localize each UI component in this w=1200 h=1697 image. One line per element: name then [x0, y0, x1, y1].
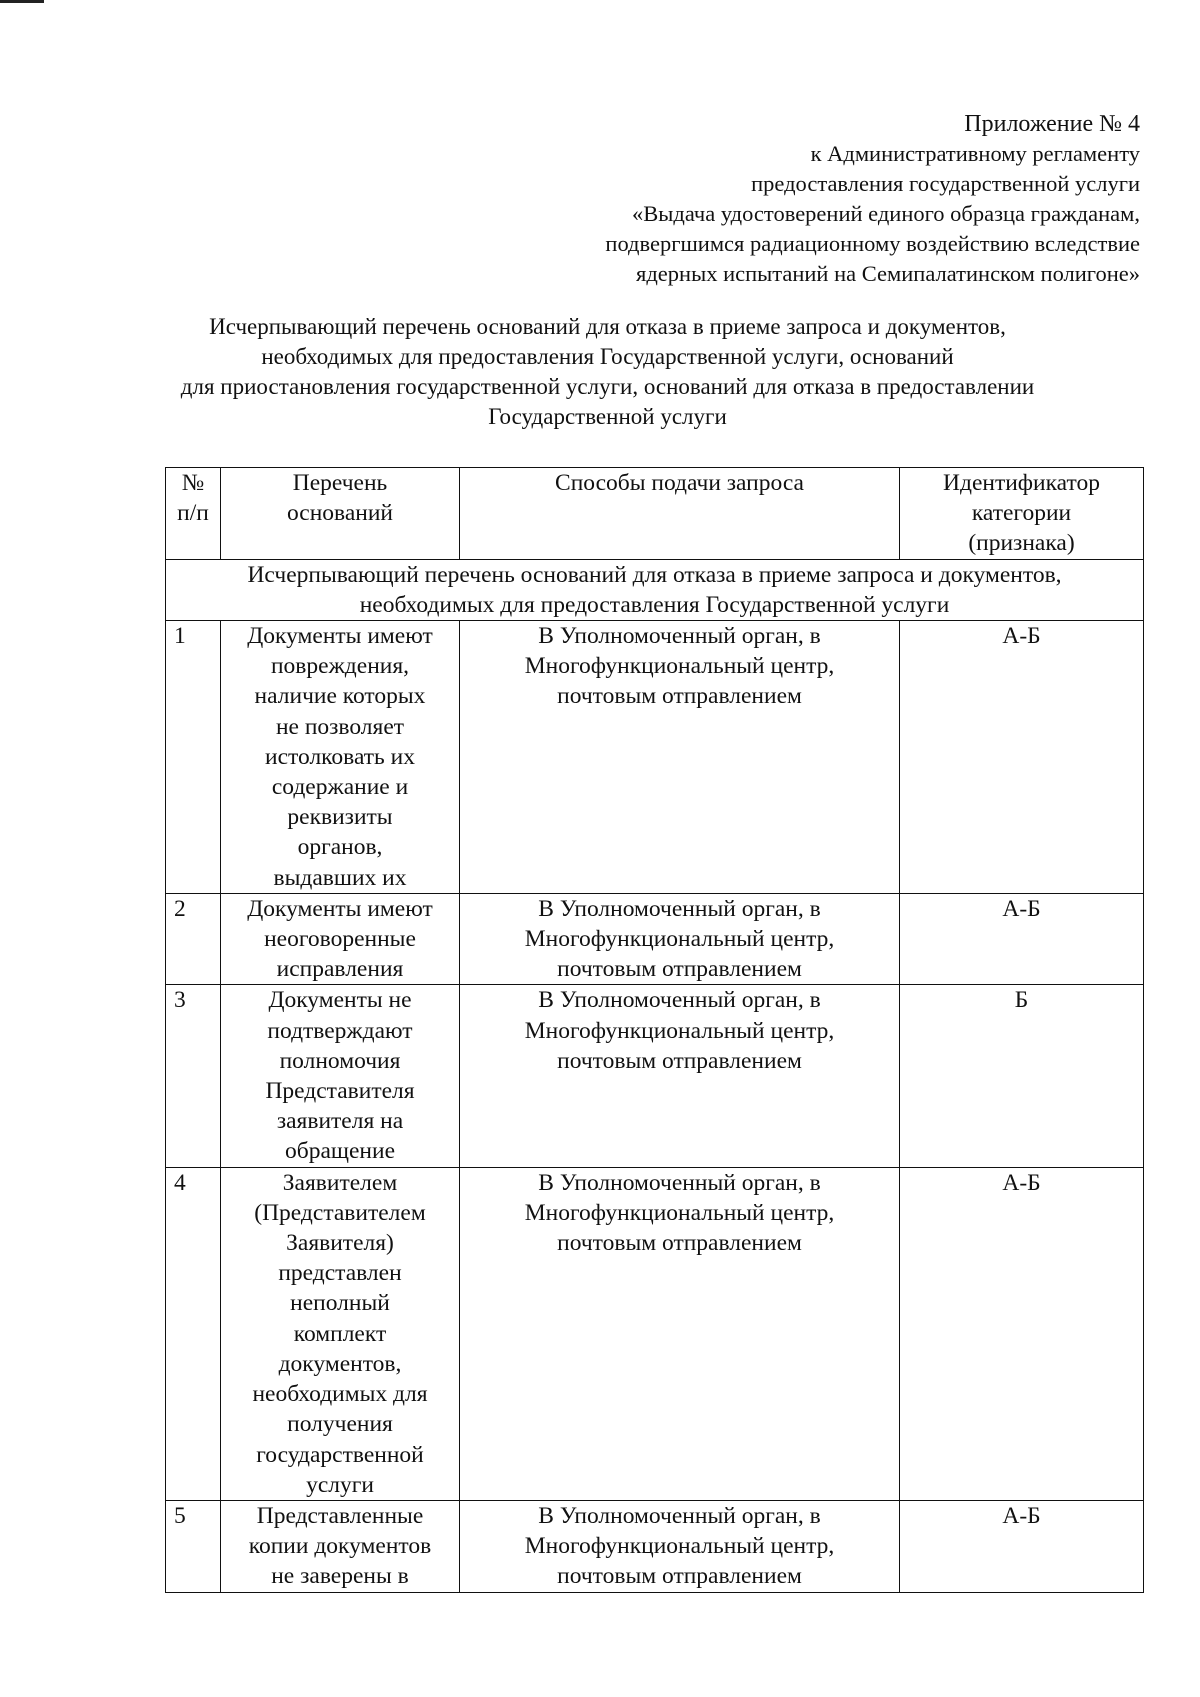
- row-category: Б: [900, 985, 1144, 1167]
- grounds-line: Документы не: [268, 987, 412, 1014]
- header-number-line: №: [181, 470, 205, 496]
- table-row: [166, 1167, 1144, 1500]
- grounds-line: Заявителя): [286, 1230, 394, 1257]
- row-category: А-Б: [900, 893, 1144, 985]
- header-category: [900, 468, 1144, 560]
- section-line: необходимых для предоставления Государственной услуги: [359, 591, 950, 618]
- row-methods: [460, 1500, 900, 1592]
- table-row: [166, 1500, 1144, 1592]
- grounds-line: истолковать их: [265, 743, 415, 770]
- section-line: Исчерпывающий перечень оснований для отказа в приеме запроса и документов,: [247, 561, 1062, 588]
- methods-line: Многофункциональный центр,: [524, 1533, 835, 1560]
- row-category: А-Б: [900, 1500, 1144, 1592]
- grounds-line: выдавших их: [273, 864, 407, 891]
- methods-line: почтовым отправлением: [557, 1563, 802, 1590]
- row-number: 5: [166, 1500, 221, 1592]
- grounds-line: копии документов: [248, 1533, 432, 1560]
- methods-line: почтовым отправлением: [557, 1047, 802, 1074]
- header-category-line: (признака): [968, 530, 1075, 557]
- row-category: А-Б: [900, 621, 1144, 894]
- row-grounds: [221, 621, 460, 894]
- grounds-line: неполный: [290, 1290, 390, 1317]
- row-category: А-Б: [900, 1167, 1144, 1500]
- table-header-row: [166, 468, 1144, 560]
- grounds-line: Документы имеют: [247, 623, 433, 650]
- grounds-line: Заявителем: [282, 1169, 398, 1196]
- header-number-line: п/п: [177, 500, 209, 527]
- header-category-line: Идентификатор: [943, 470, 1100, 496]
- grounds-line: наличие которых: [254, 683, 426, 710]
- grounds-line: повреждения,: [270, 653, 410, 680]
- header-methods-line: Способы подачи запроса: [555, 470, 804, 496]
- appendix-line: подвергшимся радиационному воздействию вследствие: [605, 231, 1140, 256]
- grounds-line: государственной: [256, 1441, 424, 1468]
- grounds-line: не позволяет: [275, 713, 405, 740]
- row-number: 4: [166, 1167, 221, 1500]
- title-line: Государственной услуги: [488, 404, 727, 429]
- row-grounds: [221, 893, 460, 985]
- methods-line: В Уполномоченный орган, в: [538, 623, 821, 650]
- table-row: [166, 985, 1144, 1167]
- grounds-line: не заверены в: [271, 1563, 409, 1590]
- grounds-line: документов,: [278, 1350, 402, 1377]
- grounds-line: полномочия: [279, 1047, 401, 1074]
- methods-line: Многофункциональный центр,: [524, 653, 835, 680]
- row-number: 3: [166, 985, 221, 1167]
- methods-line: В Уполномоченный орган, в: [538, 895, 821, 922]
- methods-line: почтовым отправлением: [557, 956, 802, 983]
- grounds-line: Представителя: [265, 1078, 415, 1105]
- row-number: 1: [166, 621, 221, 894]
- grounds-table: [165, 467, 1144, 1593]
- row-methods: [460, 1167, 900, 1500]
- header-methods: [460, 468, 900, 560]
- table-row: [166, 893, 1144, 985]
- methods-line: Многофункциональный центр,: [524, 1199, 835, 1226]
- methods-line: почтовым отправлением: [557, 683, 802, 710]
- section-row: [166, 559, 1144, 620]
- grounds-line: Документы имеют: [247, 895, 433, 922]
- title-line: необходимых для предоставления Государственной услуги, оснований: [261, 344, 954, 369]
- methods-line: В Уполномоченный орган, в: [538, 1169, 821, 1196]
- table-body: [166, 621, 1144, 1593]
- grounds-line: Представленные: [256, 1502, 424, 1529]
- header-grounds-line: оснований: [286, 500, 394, 527]
- appendix-line: предоставления государственной услуги: [751, 171, 1140, 196]
- header-grounds: [221, 468, 460, 560]
- grounds-line: исправления: [276, 956, 404, 983]
- grounds-line: комплект: [293, 1320, 387, 1347]
- methods-line: В Уполномоченный орган, в: [538, 1502, 821, 1529]
- methods-line: В Уполномоченный орган, в: [538, 987, 821, 1014]
- grounds-line: необходимых для: [252, 1381, 428, 1408]
- grounds-line: неоговоренные: [264, 926, 416, 953]
- grounds-line: получения: [287, 1411, 393, 1438]
- document-title: [150, 312, 1065, 432]
- appendix-header: [420, 109, 1140, 289]
- appendix-line: «Выдача удостоверений единого образца гражданам,: [632, 201, 1140, 226]
- grounds-line: органов,: [297, 834, 383, 861]
- appendix-line: ядерных испытаний на Семипалатинском полигоне»: [636, 261, 1140, 286]
- row-grounds: [221, 1500, 460, 1592]
- grounds-line: содержание и: [271, 774, 409, 801]
- title-line: Исчерпывающий перечень оснований для отказа в приеме запроса и документов,: [209, 314, 1006, 339]
- grounds-line: представлен: [278, 1260, 402, 1287]
- methods-line: Многофункциональный центр,: [524, 926, 835, 953]
- grounds-line: подтверждают: [267, 1017, 413, 1044]
- header-number: [166, 468, 221, 560]
- methods-line: Многофункциональный центр,: [524, 1017, 835, 1044]
- grounds-line: (Представителем: [254, 1199, 426, 1226]
- title-line: для приостановления государственной услуги, оснований для отказа в предоставлении: [180, 374, 1035, 399]
- table-row: [166, 621, 1144, 894]
- row-methods: [460, 985, 900, 1167]
- scan-edge-mark: [0, 0, 44, 3]
- row-methods: [460, 621, 900, 894]
- row-number: 2: [166, 893, 221, 985]
- row-methods: [460, 893, 900, 985]
- header-category-line: категории: [971, 500, 1072, 527]
- grounds-line: реквизиты: [287, 804, 393, 831]
- appendix-line: к Административному регламенту: [810, 141, 1140, 166]
- grounds-line: услуги: [306, 1471, 374, 1498]
- grounds-line: обращение: [285, 1138, 395, 1165]
- methods-line: почтовым отправлением: [557, 1230, 802, 1257]
- row-grounds: [221, 1167, 460, 1500]
- appendix-number: Приложение № 4: [964, 111, 1140, 137]
- row-grounds: [221, 985, 460, 1167]
- section-heading: [166, 559, 1144, 620]
- header-grounds-line: Перечень: [292, 470, 388, 496]
- grounds-line: заявителя на: [276, 1108, 404, 1135]
